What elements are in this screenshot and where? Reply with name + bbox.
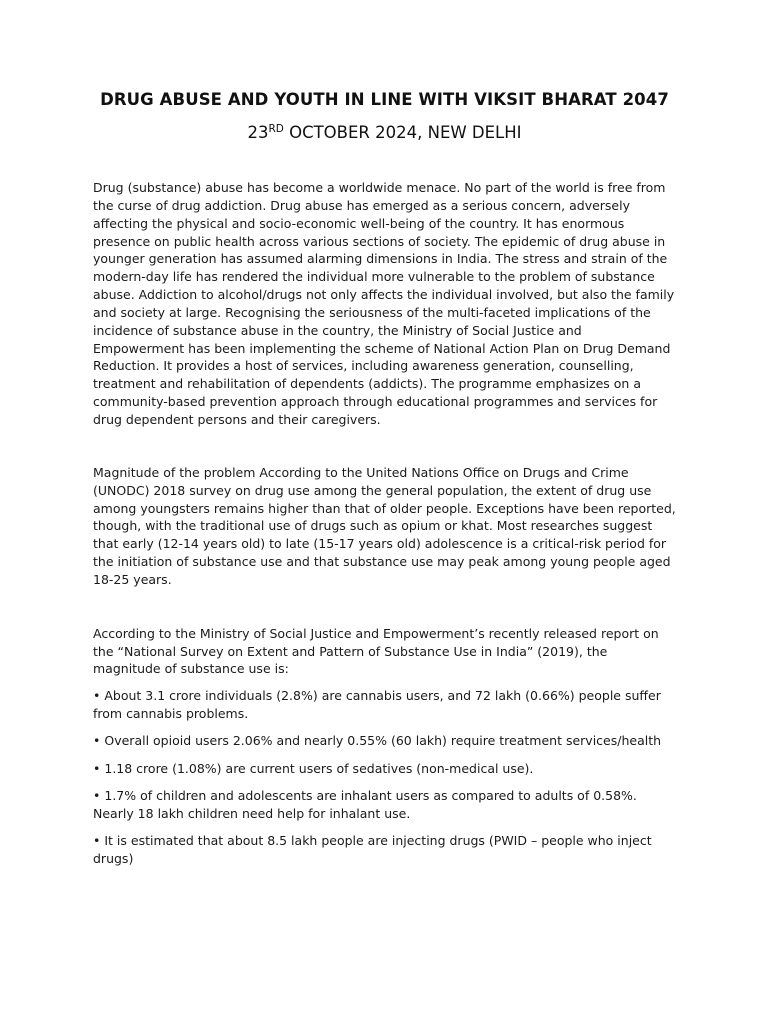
dateline-rest: OCTOBER 2024, NEW DELHI	[283, 123, 522, 142]
survey-paragraph: According to the Ministry of Social Justice and Empowerment’s recently released report on the “National Survey on Extent and Pattern of Substance Use in India” (2019), the magnitude of substance use is:	[93, 625, 659, 677]
dateline	[93, 121, 676, 145]
substance-use-list	[93, 687, 676, 868]
list-item	[93, 732, 676, 750]
bullet-mark: •	[93, 788, 101, 804]
bullet-mark: •	[93, 833, 101, 849]
list-item	[93, 687, 676, 723]
magnitude-paragraph: Magnitude of the problem According to the United Nations Office on Drugs and Crime (UNODC) 2018 survey on drug use among the general population, the extent of drug use among youngsters remains higher than that of older people. Exceptions have been reported, though, with the traditional use of drugs such as opium or khat. Most researches suggest that early (12-14 years old) to late (15-17 years old) adolescence is a critical-risk period for the initiation of substance use and that substance use may peak among young people aged 18-25 years.	[93, 464, 676, 587]
intro-paragraph: Drug (substance) abuse has become a worldwide menace. No part of the world is free from the curse of drug addiction. Drug abuse has emerged as a serious concern, adversely affecting the physical and socio-economic well-being of the country. It has enormous presence on public health across various sections of society. The epidemic of drug abuse in younger generation has assumed alarming dimensions in India. The stress and strain of the modern-day life has rendered the individual more vulnerable to the problem of substance abuse. Addiction to alcohol/drugs not only affects the individual involved, but also the family and society at large. Recognising the seriousness of the multi-faceted implications of the incidence of substance abuse in the country, the Ministry of Social Justice and Empowerment has been implementing the scheme of National Action Plan on Drug Demand Reduction. It provides a host of services, including awareness generation, counselling, treatment and rehabilitation of dependents (addicts). The programme emphasizes on a community-based prevention approach through educational programmes and services for drug dependent persons and their caregivers.	[93, 180, 675, 427]
list-item-text: Overall opioid users 2.06% and nearly 0.55% (60 lakh) require treatment services/health	[104, 733, 662, 749]
bullet-mark: •	[93, 733, 101, 749]
list-item-text: 1.7% of children and adolescents are inhalant users as compared to adults of 0.58%. Nearly 18 lakh children need help for inhalant use.	[93, 788, 637, 821]
list-item	[93, 832, 676, 868]
bullet-mark: •	[93, 688, 101, 704]
list-item	[93, 760, 676, 778]
list-item	[93, 787, 676, 823]
list-item-text: 1.18 crore (1.08%) are current users of sedatives (non-medical use).	[104, 760, 534, 776]
dateline-ordinal-suffix: RD	[268, 123, 284, 135]
document-title: DRUG ABUSE AND YOUTH IN LINE WITH VIKSIT BHARAT 2047	[100, 90, 669, 109]
list-item-text: About 3.1 crore individuals (2.8%) are cannabis users, and 72 lakh (0.66%) people suffer from cannabis problems.	[93, 688, 661, 722]
bullet-mark: •	[93, 760, 101, 776]
dateline-day: 23	[247, 123, 269, 142]
list-item-text: It is estimated that about 8.5 lakh people are injecting drugs (PWID – people who inject drugs)	[93, 833, 652, 867]
